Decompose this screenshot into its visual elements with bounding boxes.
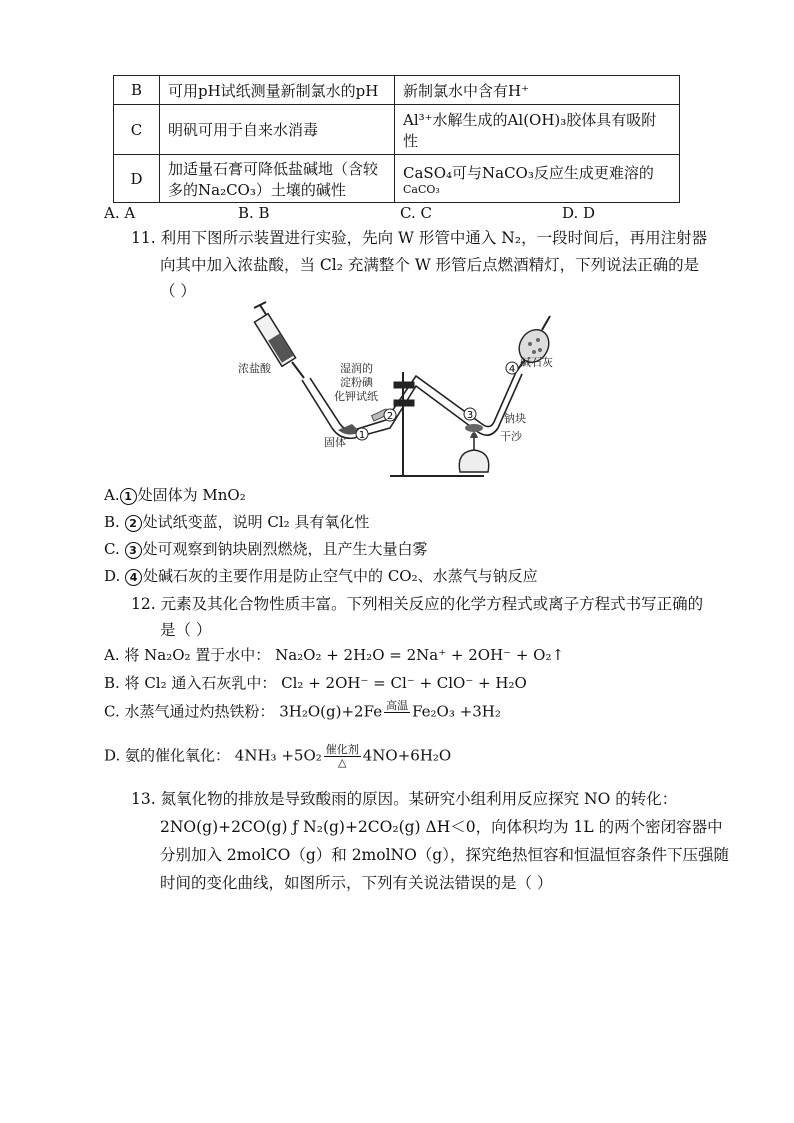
apparatus-figure — [220, 300, 560, 482]
option-text: 处碱石灰的主要作用是防止空气中的 CO₂、水蒸气与钠反应 — [143, 567, 538, 585]
q13-stem-line: 时间的变化曲线，如图所示，下列有关说法错误的是（ ） — [160, 874, 553, 892]
circled-number-icon: 1 — [120, 488, 137, 505]
option-text: 处固体为 MnO₂ — [137, 486, 246, 504]
label-sodium: 钠块 — [504, 412, 526, 425]
circled-number-icon: 4 — [125, 569, 142, 586]
q10-option-a[interactable]: A. A — [104, 204, 136, 222]
label-paper: 湿润的 — [340, 362, 373, 375]
row-statement-line: 加适量石膏可降低盐碱地（含较 — [168, 159, 379, 178]
row-statement: 明矾可用于自来水消毒 — [160, 105, 395, 155]
label-paper: 淀粉碘 — [340, 376, 373, 389]
alcohol-lamp-icon — [459, 432, 488, 472]
label-acid: 浓盐酸 — [238, 362, 271, 375]
condition-top: 催化剂 — [325, 743, 359, 756]
q11-stem-line: 11. 利用下图所示装置进行实验，先向 W 形管中通入 N₂，一段时间后，再用注射器 — [131, 229, 708, 247]
q12-option-a[interactable]: A. 将 Na₂O₂ 置于水中： Na₂O₂ + 2H₂O = 2Na⁺ + 2OH⁻ + O₂↑ — [104, 646, 565, 664]
mark-4: 4 — [508, 364, 516, 375]
q13-stem-line: 分别加入 2molCO（g）和 2molNO（g），探究绝热恒容和恒温恒容条件下压强随 — [160, 846, 729, 864]
reaction-condition — [324, 744, 361, 769]
option-text: Fe₂O₃ +3H₂ — [412, 702, 501, 721]
sodium-block-icon — [465, 424, 483, 432]
row-statement — [160, 155, 395, 203]
q13-stem-line: 13. 氮氧化物的排放是导致酸雨的原因。某研究小组利用反应探究 NO 的转化： — [131, 790, 678, 808]
condition-bottom: △ — [338, 756, 347, 769]
q11-option-a[interactable] — [104, 484, 246, 505]
options-table — [113, 75, 680, 203]
q12-stem-line: 是（ ） — [160, 621, 212, 639]
row-letter: D — [114, 155, 160, 203]
q11-stem-line: 向其中加入浓盐酸，当 Cl₂ 充满整个 W 形管后点燃酒精灯，下列说法正确的是 — [160, 256, 700, 274]
label-soda-lime: 碱石灰 — [520, 356, 553, 369]
option-prefix: B. — [104, 513, 120, 531]
option-text: 处可观察到钠块剧烈燃烧，且产生大量白雾 — [142, 540, 428, 558]
table-row — [114, 155, 680, 203]
q10-option-c[interactable]: C. C — [400, 204, 432, 222]
row-statement-line: 多的Na₂CO₃）土壤的碱性 — [168, 180, 346, 199]
table-row — [114, 105, 680, 155]
label-sand: 干沙 — [500, 430, 522, 443]
q10-option-b[interactable]: B. B — [238, 204, 270, 222]
option-prefix: C. — [104, 540, 120, 558]
row-reason-line: 性 — [403, 131, 419, 150]
q11-option-b[interactable] — [104, 511, 369, 532]
option-text: 处试纸变蓝，说明 Cl₂ 具有氧化性 — [142, 513, 370, 531]
q13-stem-line: 2NO(g)+2CO(g) ƒ N₂(g)+2CO₂(g) ΔH＜0，向体积均为 1L 的两个密闭容器中 — [160, 818, 723, 836]
row-statement: 可用pH试纸测量新制氯水的pH — [160, 76, 395, 105]
q11-option-c[interactable] — [104, 538, 428, 559]
row-reason-line: Al³⁺水解生成的Al(OH)₃胶体具有吸附 — [403, 110, 657, 129]
option-text: D. 氨的催化氧化： 4NH₃ +5O₂ — [104, 746, 322, 765]
condition-top: 高温 — [386, 699, 409, 712]
q12-option-c[interactable] — [104, 700, 501, 725]
q12-stem-line: 12. 元素及其化合物性质丰富。下列相关反应的化学方程式或离子方程式书写正确的 — [131, 595, 704, 613]
option-prefix: A. — [104, 486, 120, 504]
circled-number-icon: 3 — [125, 542, 142, 559]
mark-3: 3 — [466, 410, 474, 421]
reaction-condition — [384, 700, 410, 725]
row-reason-line: CaCO₃ — [403, 182, 440, 196]
q10-option-d[interactable]: D. D — [562, 204, 596, 222]
row-letter: B — [114, 76, 160, 105]
q12-option-b[interactable]: B. 将 Cl₂ 通入石灰乳中： Cl₂ + 2OH⁻ = Cl⁻ + ClO⁻ + H₂O — [104, 674, 527, 692]
circled-number-icon: 2 — [125, 515, 142, 532]
row-reason — [395, 105, 680, 155]
label-solid: 固体 — [324, 436, 346, 449]
row-letter: C — [114, 105, 160, 155]
mark-1: 1 — [358, 430, 366, 441]
q11-answer-blank: （ ） — [160, 282, 196, 300]
row-reason — [395, 155, 680, 203]
option-prefix: D. — [104, 567, 121, 585]
mark-2: 2 — [386, 411, 394, 422]
row-reason-line: CaSO₄可与NaCO₃反应生成更难溶的 — [403, 163, 654, 182]
label-paper: 化钾试纸 — [334, 390, 378, 403]
table-row — [114, 76, 680, 105]
q11-option-d[interactable] — [104, 565, 538, 586]
q12-option-d[interactable] — [104, 744, 451, 769]
option-text: 4NO+6H₂O — [362, 746, 452, 765]
row-reason: 新制氯水中含有H⁺ — [395, 76, 680, 105]
option-text: C. 水蒸气通过灼热铁粉： 3H₂O(g)+2Fe — [104, 702, 383, 721]
